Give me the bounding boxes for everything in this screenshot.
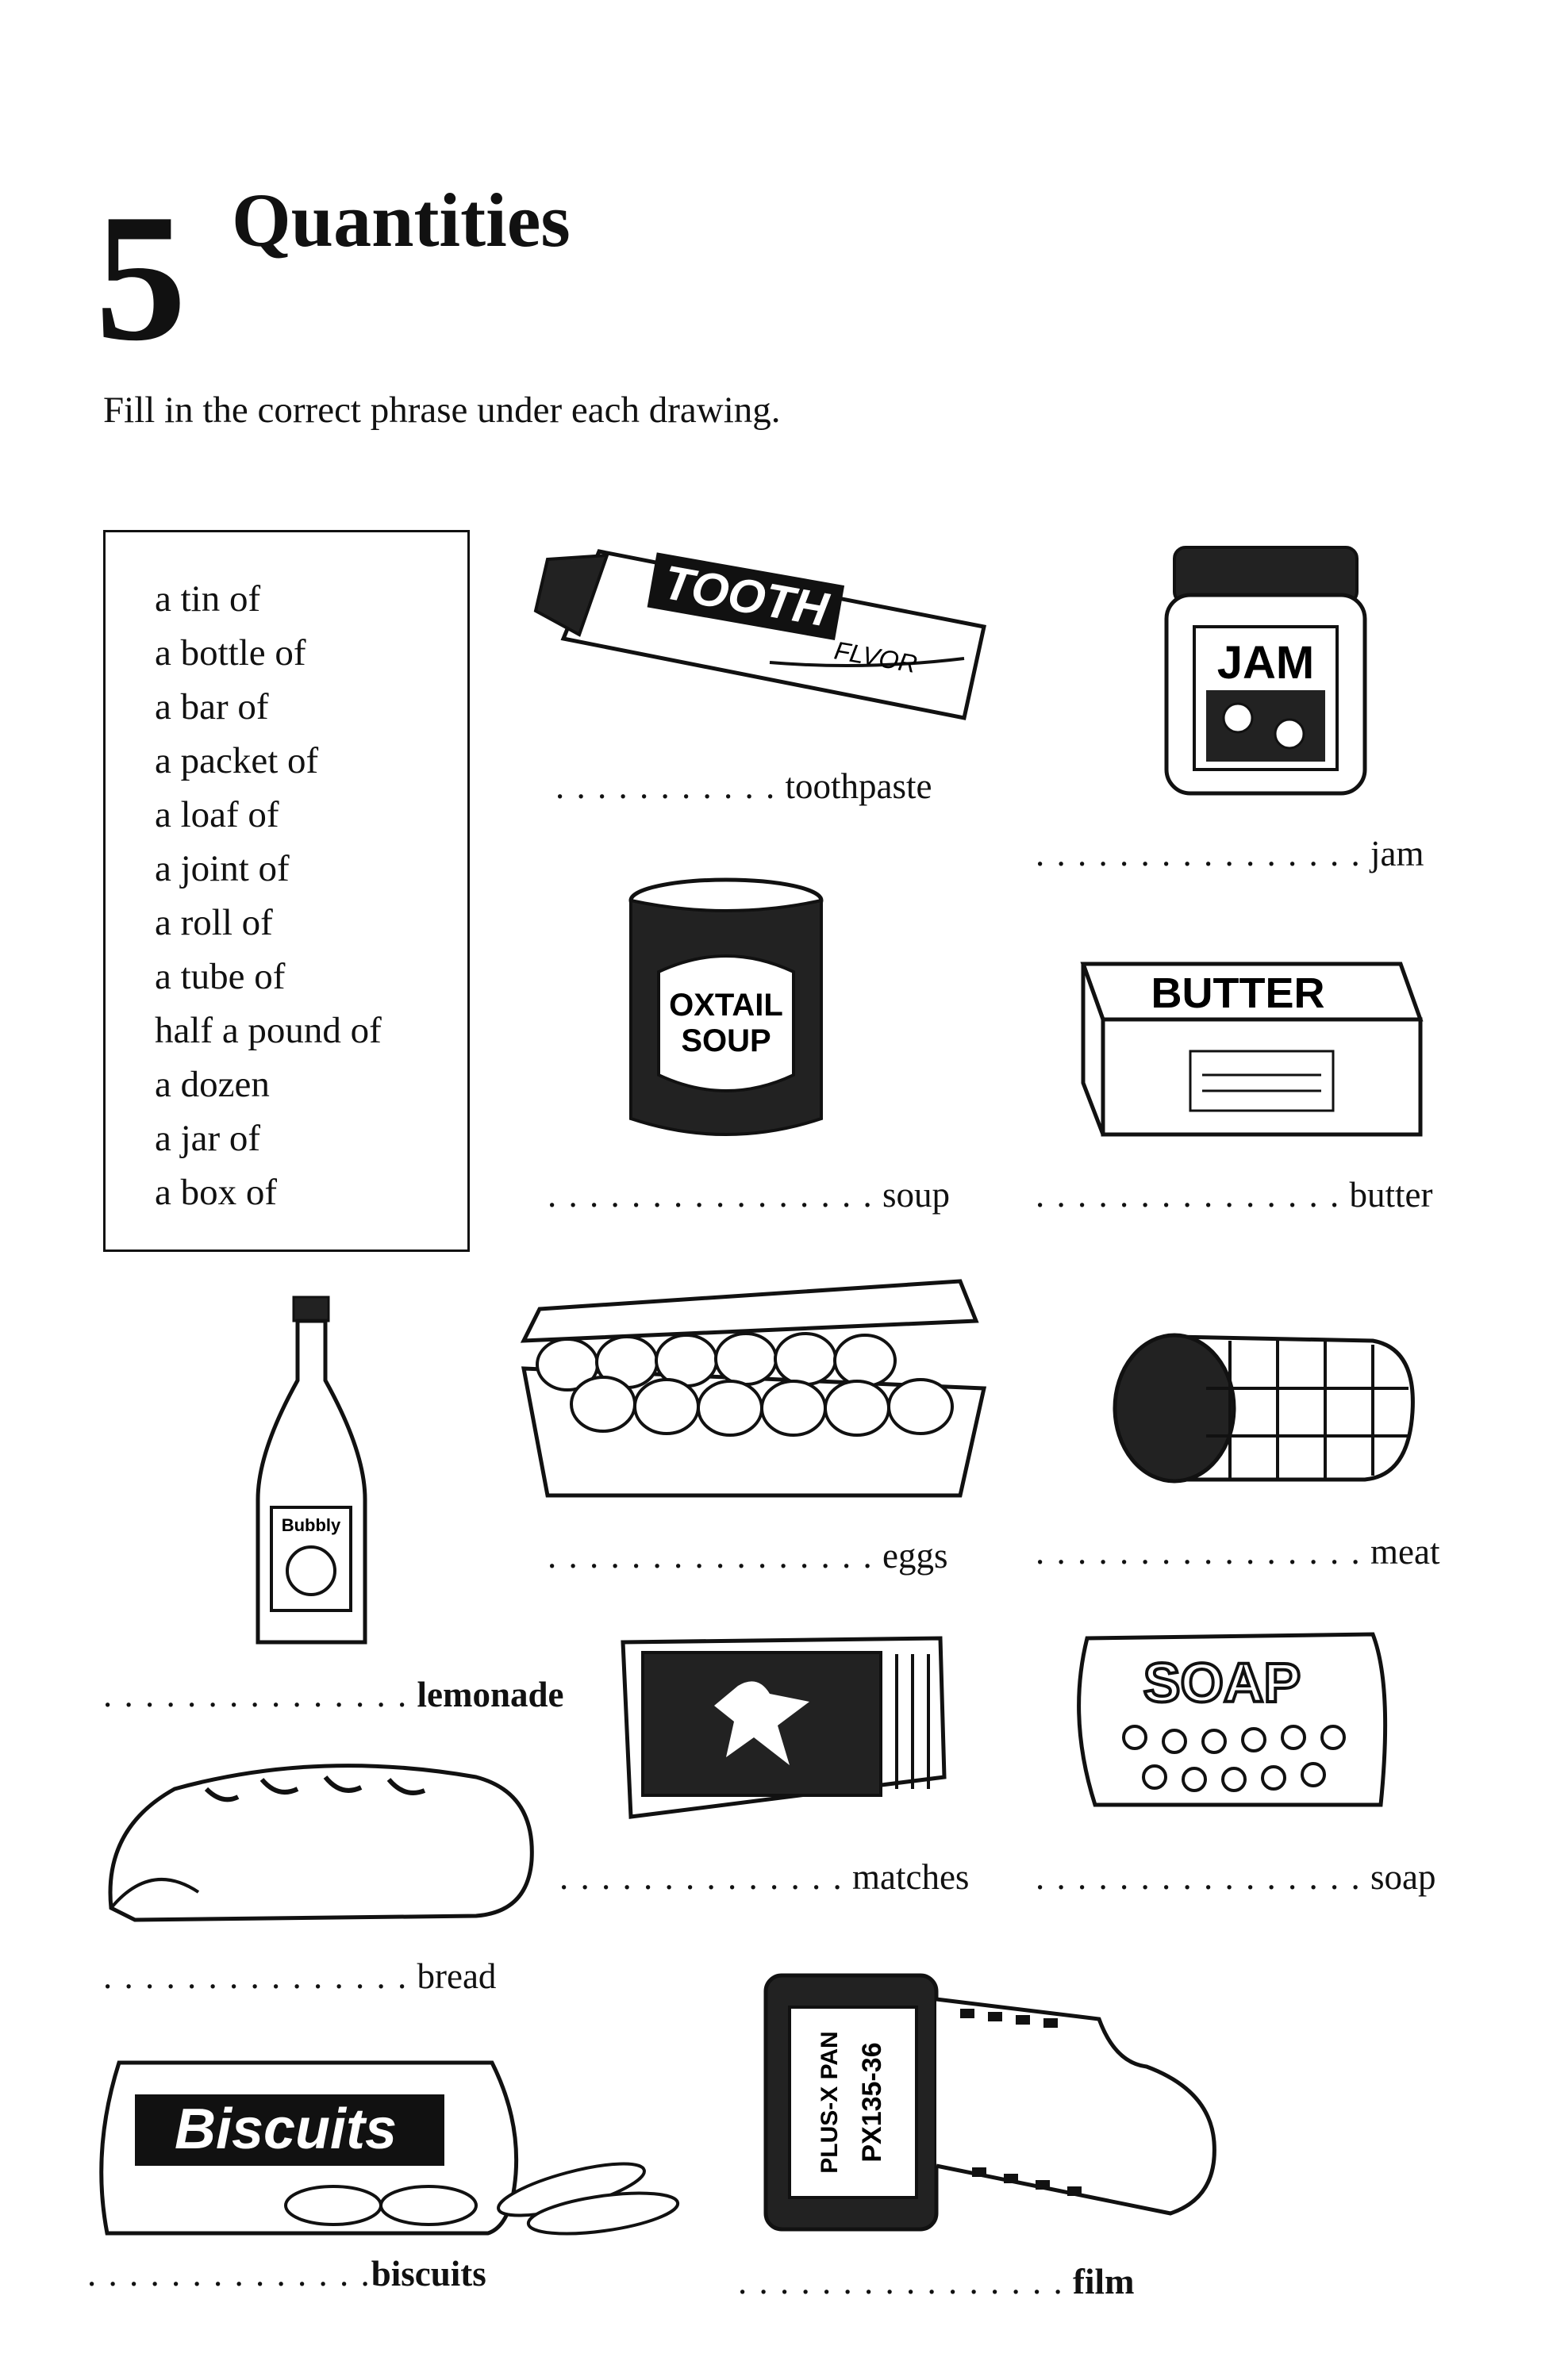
item-word: lemonade (417, 1675, 564, 1714)
soup-label-line2: SOUP (681, 1023, 771, 1058)
item-word: bread (417, 1956, 497, 1996)
phrase-item: half a pound of (155, 1010, 382, 1051)
biscuits-packet-drawing (95, 2055, 682, 2245)
toothpaste-label: TOOTH (659, 555, 832, 637)
soup-tin-drawing (627, 877, 825, 1146)
phrase-item: a roll of (155, 902, 273, 943)
caption-butter: . . . . . . . . . . . . . . . butter (1036, 1175, 1433, 1215)
phrase-item: a tin of (155, 578, 261, 620)
item-word: jam (1370, 834, 1424, 873)
film-label-line1: PLUS-X PAN (817, 2031, 843, 2174)
soap-label: SOAP (1143, 1652, 1301, 1714)
caption-eggs: . . . . . . . . . . . . . . . . eggs (548, 1536, 948, 1576)
caption-lemonade: . . . . . . . . . . . . . . . lemonade (103, 1675, 564, 1714)
meat-joint-drawing (1111, 1325, 1420, 1491)
lemonade-label: Bubbly (281, 1515, 341, 1535)
butter-label: BUTTER (1151, 969, 1325, 1017)
biscuits-label: Biscuits (174, 2098, 398, 2161)
item-word: toothpaste (785, 766, 932, 806)
item-word: matches (852, 1857, 970, 1897)
phrase-item: a dozen (155, 1064, 270, 1105)
jam-label: JAM (1216, 637, 1315, 689)
jam-jar-drawing (1163, 539, 1373, 805)
caption-film: . . . . . . . . . . . . . . . . film (738, 2262, 1135, 2301)
caption-jam: . . . . . . . . . . . . . . . . jam (1036, 834, 1424, 873)
bread-loaf-drawing (103, 1757, 540, 1924)
item-word: butter (1349, 1175, 1433, 1215)
item-word: meat (1370, 1532, 1440, 1572)
egg-box-drawing (516, 1265, 992, 1503)
toothpaste-tube-drawing (532, 524, 1000, 722)
film-label-line2: PX135-36 (857, 2042, 887, 2163)
phrase-item: a bottle of (155, 632, 306, 674)
item-word: biscuits (371, 2254, 486, 2294)
item-word: soap (1370, 1857, 1436, 1897)
film-roll-drawing (758, 1960, 1222, 2245)
phrase-box (103, 530, 470, 1252)
item-word: eggs (882, 1536, 948, 1576)
toothpaste-sublabel: FLVOR (832, 635, 920, 679)
item-word: soup (882, 1175, 951, 1215)
matchbox-drawing (619, 1630, 952, 1825)
caption-toothpaste: . . . . . . . . . . . toothpaste (555, 766, 932, 806)
caption-biscuits: . . . . . . . . . . . . . .biscuits (87, 2254, 486, 2294)
caption-meat: . . . . . . . . . . . . . . . . meat (1036, 1532, 1440, 1572)
caption-soap: . . . . . . . . . . . . . . . . soap (1036, 1857, 1436, 1897)
phrase-list (106, 532, 467, 1219)
phrase-item: a bar of (155, 686, 269, 727)
phrase-item: a joint of (155, 848, 290, 889)
phrase-item: a box of (155, 1172, 278, 1213)
chapter-number: 5 (95, 176, 186, 378)
lemonade-bottle-drawing (254, 1293, 369, 1650)
soup-label-line1: OXTAIL (669, 988, 783, 1023)
chapter-title: Quantities (232, 178, 571, 263)
phrase-item: a packet of (155, 740, 319, 781)
caption-soup: . . . . . . . . . . . . . . . . soup (548, 1175, 951, 1215)
caption-bread: . . . . . . . . . . . . . . . bread (103, 1956, 497, 1996)
item-word: film (1073, 2262, 1135, 2301)
instruction-text: Fill in the correct phrase under each drawing. (103, 390, 781, 431)
soap-bar-drawing (1063, 1622, 1397, 1813)
butter-packet-drawing (1071, 948, 1428, 1146)
phrase-item: a loaf of (155, 794, 279, 835)
caption-matches: . . . . . . . . . . . . . . matches (559, 1857, 970, 1897)
phrase-item: a jar of (155, 1118, 261, 1159)
phrase-item: a tube of (155, 956, 286, 997)
